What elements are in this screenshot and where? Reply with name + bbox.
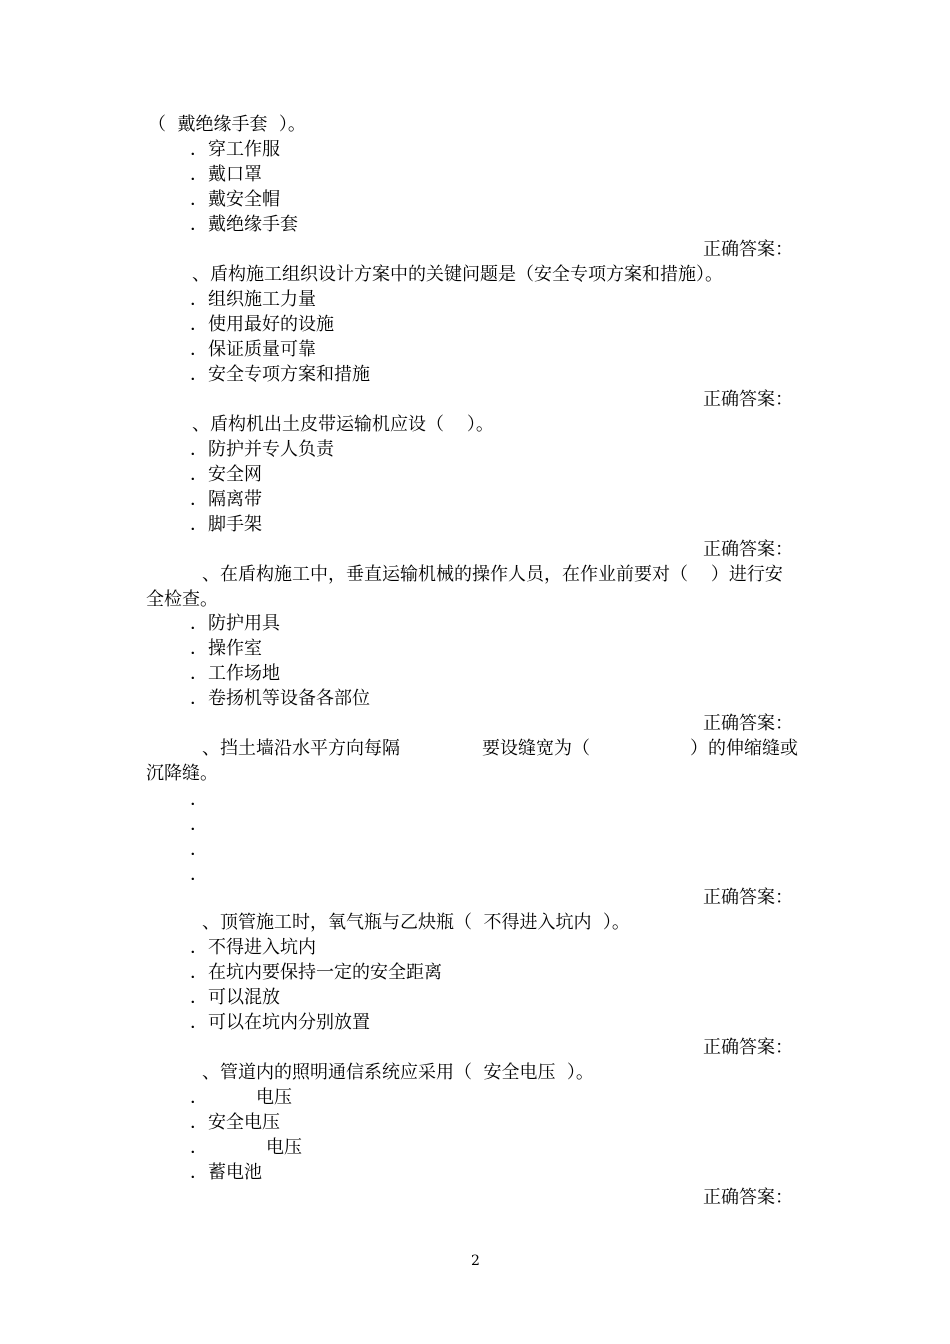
answer-option: ． bbox=[190, 814, 208, 835]
answer-option: ．安全网 bbox=[190, 464, 262, 485]
answer-option: ．在坑内要保持一定的安全距离 bbox=[190, 962, 442, 983]
answer-option: ． bbox=[190, 1087, 208, 1108]
answer-option: ．组织施工力量 bbox=[190, 289, 316, 310]
correct-answer-label: 正确答案： bbox=[703, 239, 793, 260]
answer-option: ．脚手架 bbox=[190, 514, 262, 535]
question-text: 、盾构机出土皮带运输机应设（ ）。 bbox=[192, 414, 494, 435]
answer-option: ．可以在坑内分别放置 bbox=[190, 1012, 370, 1033]
answer-option: ． bbox=[190, 839, 208, 860]
question-text: ）的伸缩缝或 bbox=[690, 738, 798, 759]
correct-answer-label: 正确答案： bbox=[703, 389, 793, 410]
answer-option-text: 电压 bbox=[256, 1087, 292, 1108]
answer-option: ．防护用具 bbox=[190, 613, 280, 634]
answer-option: ．可以混放 bbox=[190, 987, 280, 1008]
answer-option: ．蓄电池 bbox=[190, 1162, 262, 1183]
question-text: 、盾构施工组织设计方案中的关键问题是（安全专项方案和措施）。 bbox=[192, 264, 723, 285]
answer-option: ． bbox=[190, 789, 208, 810]
correct-answer-label: 正确答案： bbox=[703, 1187, 793, 1208]
question-text: 、管道内的照明通信系统应采用（ 安全电压 ）。 bbox=[202, 1062, 594, 1083]
question-text: 要设缝宽为（ bbox=[482, 738, 590, 759]
answer-option: ．不得进入坑内 bbox=[190, 937, 316, 958]
correct-answer-label: 正确答案： bbox=[703, 887, 793, 908]
answer-option: ．保证质量可靠 bbox=[190, 339, 316, 360]
question-text: 、顶管施工时，氧气瓶与乙炔瓶（ 不得进入坑内 ）。 bbox=[202, 912, 630, 933]
answer-option: ．工作场地 bbox=[190, 663, 280, 684]
answer-option: ．防护并专人负责 bbox=[190, 439, 334, 460]
answer-option: ．使用最好的设施 bbox=[190, 314, 334, 335]
question-text-continued: 沉降缝。 bbox=[146, 763, 218, 784]
answer-option: ．安全专项方案和措施 bbox=[190, 364, 370, 385]
answer-option: ． bbox=[190, 864, 208, 885]
correct-answer-label: 正确答案： bbox=[703, 1037, 793, 1058]
answer-option: ．安全电压 bbox=[190, 1112, 280, 1133]
question-text: （ 戴绝缘手套 ）。 bbox=[148, 114, 306, 135]
answer-option: ．隔离带 bbox=[190, 489, 262, 510]
answer-option: ．戴绝缘手套 bbox=[190, 214, 298, 235]
answer-option: ．操作室 bbox=[190, 638, 262, 659]
question-text: 、挡土墙沿水平方向每隔 bbox=[202, 738, 400, 759]
correct-answer-label: 正确答案： bbox=[703, 713, 793, 734]
answer-option-text: 电压 bbox=[266, 1137, 302, 1158]
answer-option: ．戴口罩 bbox=[190, 164, 262, 185]
correct-answer-label: 正确答案： bbox=[703, 539, 793, 560]
answer-option: ．穿工作服 bbox=[190, 139, 280, 160]
question-text-continued: 全检查。 bbox=[146, 589, 218, 610]
answer-option: ． bbox=[190, 1137, 208, 1158]
answer-option: ．戴安全帽 bbox=[190, 189, 280, 210]
page-number: 2 bbox=[471, 1253, 480, 1269]
answer-option: ．卷扬机等设备各部位 bbox=[190, 688, 370, 709]
question-text: 、在盾构施工中，垂直运输机械的操作人员，在作业前要对（ ）进行安 bbox=[202, 564, 783, 585]
